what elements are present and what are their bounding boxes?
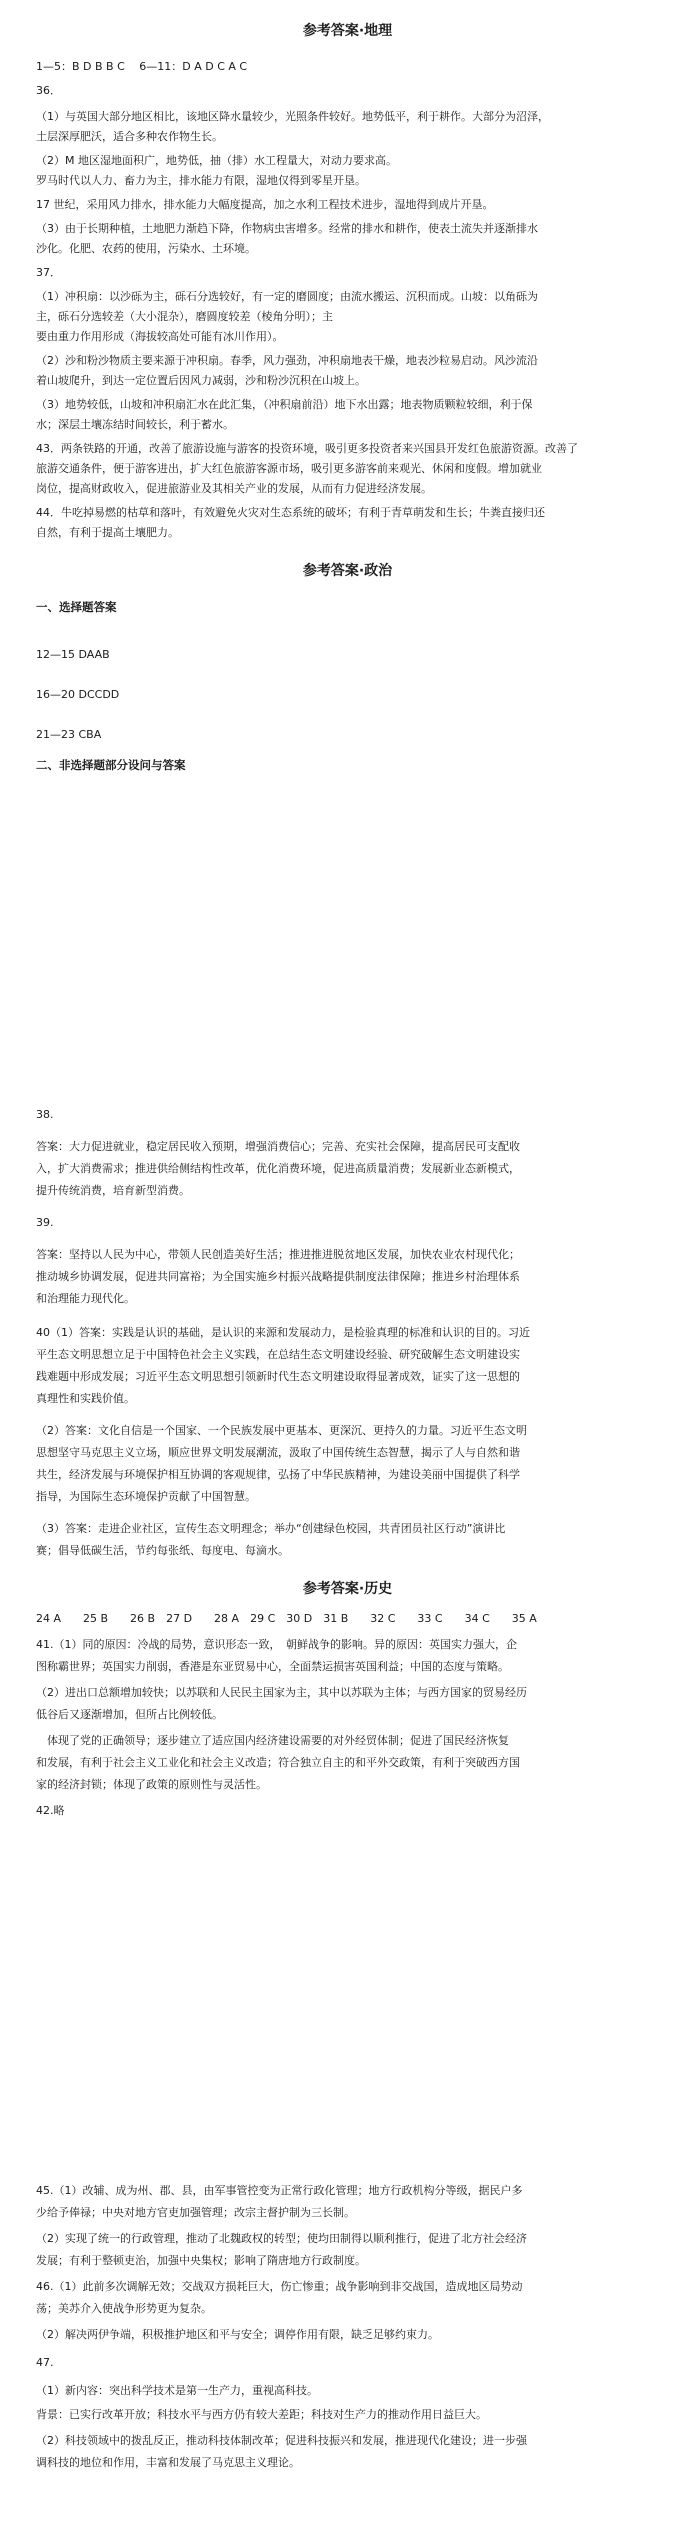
q43-line3: 岗位，提高财政收入，促进旅游业及其相关产业的发展，从而有力促进经济发展。	[36, 482, 432, 495]
q47-1-line2: 背景：已实行改革开放；科技水平与西方仍有较大差距；科技对生产力的推动作用日益巨大。	[36, 2408, 487, 2421]
q44-line1: 44．牛吃掉易燃的枯草和落叶，有效避免火灾对生态系统的破坏；有利于青草萌发和生长；牛粪直接归还	[36, 506, 545, 519]
q45-1-line2: 少给予俸禄；中央对地方官吏加强管理；改宗主督护制为三长制。	[36, 2206, 355, 2219]
q37-label: 37．	[36, 266, 61, 279]
q40-2-line3: 共生，经济发展与环境保护相互协调的客观规律，弘扬了中华民族精神，为建设美丽中国提供了科学	[36, 1468, 520, 1481]
q37-2-line2: 着山坡爬升，到达一定位置后因风力减弱，沙和粉沙沉积在山坡上。	[36, 374, 366, 387]
q38-line2: 入，扩大消费需求；推进供给侧结构性改革，优化消费环境，促进高质量消费；发展新业态新模式，	[36, 1162, 520, 1175]
q42-line: 42.略	[36, 1804, 65, 1817]
q46-2-line: （2）解决两伊争端，积极推护地区和平与安全；调停作用有限，缺乏足够约束力。	[36, 2328, 439, 2341]
q37-1-line3: 要由重力作用形成（海拔较高处可能有冰川作用）。	[36, 330, 284, 343]
geography-mc-answers: 1—5：B D B B C 6—11：D A D C A C	[36, 60, 248, 73]
q39-line3: 和治理能力现代化。	[36, 1292, 135, 1305]
q43-line2: 旅游交通条件，便于游客进出，扩大红色旅游客源市场，吸引更多游客前来观光、休闲和度假。增加就业	[36, 462, 542, 475]
q40-2-line2: 思想坚守马克思主义立场，顺应世界文明发展潮流，汲取了中国传统生态智慧，揭示了人与自然和谐	[36, 1446, 520, 1459]
politics-title: 参考答案·政治	[302, 563, 393, 579]
q37-1-line2: 主，砾石分选较差（大小混杂），磨圆度较差（棱角分明）；主	[36, 310, 333, 323]
q36-3-line2: 沙化。化肥、农药的使用，污染水、土环境。	[36, 242, 256, 255]
q39-label: 39.	[36, 1216, 54, 1229]
q46-1-line1: 46.（1）此前多次调解无效；交战双方损耗巨大，伤亡惨重；战争影响到非交战国，造成地区局势动	[36, 2280, 523, 2293]
q41-2-line1: （2）进出口总额增加较快；以苏联和人民民主国家为主，其中以苏联为主体；与西方国家的贸易经历	[36, 1686, 527, 1699]
q40-3-line1: （3）答案：走进企业社区，宣传生态文明理念；举办“创建绿色校园，共青团员社区行动”演讲比	[36, 1522, 506, 1535]
geography-title: 参考答案·地理	[302, 23, 393, 39]
q38-label: 38.	[36, 1108, 54, 1121]
q45-1-line1: 45.（1）改辅、成为州、郡、县，由军事管控变为正常行政化管理；地方行政机构分等级，据民户多	[36, 2184, 523, 2197]
q40-2-line1: （2）答案：文化自信是一个国家、一个民族发展中更基本、更深沉、更持久的力量。习近平生态文明	[36, 1424, 527, 1437]
q38-line3: 提升传统消费，培育新型消费。	[36, 1184, 190, 1197]
q37-3-line2: 水；深层土壤冻结时间较长，利于蓄水。	[36, 418, 234, 431]
q37-2-line1: （2）沙和粉沙物质主要来源于冲积扇。春季，风力强劲，冲积扇地表干燥，地表沙粒易启动。风沙流沿	[36, 354, 538, 367]
q47-2-line1: （2）科技领域中的拨乱反正，推动科技体制改革；促进科技振兴和发展，推进现代化建设；进一步强	[36, 2434, 527, 2447]
q41-2-line2: 低谷后又逐渐增加，但所占比例较低。	[36, 1708, 223, 1721]
q46-1-line2: 荡；美苏介入使战争形势更为复杂。	[36, 2302, 212, 2315]
q38-line1: 答案：大力促进就业，稳定居民收入预期，增强消费信心；完善、充实社会保障，提高居民可支配收	[36, 1140, 520, 1153]
q41-3-line2: 和发展，有利于社会主义工业化和社会主义改造；符合独立自主的和平外交政策，有利于突破西方国	[36, 1756, 520, 1769]
q44-line2: 自然，有利于提高土壤肥力。	[36, 526, 179, 539]
q40-1-line3: 践难题中形成发展；习近平生态文明思想引领新时代生态文明建设取得显著成效，证实了这一思想的	[36, 1370, 520, 1383]
q40-3-line2: 赛；倡导低碳生活，节约每张纸、每度电、每滴水。	[36, 1544, 289, 1557]
q45-2-line1: （2）实现了统一的行政管理，推动了北魏政权的转型；使均田制得以顺利推行，促进了北方社会经济	[36, 2232, 527, 2245]
q37-1-line1: （1）冲积扇：以沙砾为主，砾石分选较好，有一定的磨圆度；由流水搬运、沉积而成。山坡：以角砾为	[36, 290, 538, 303]
q41-1-line2: 图称霸世界；英国实力削弱，香港是东亚贸易中心，全面禁运损害英国利益；中国的态度与策略。	[36, 1660, 509, 1673]
q36-1-line2: 土层深厚肥沃，适合多种农作物生长。	[36, 130, 223, 143]
q37-3-line1: （3）地势较低，山坡和冲积扇汇水在此汇集，（冲积扇前沿）地下水出露；地表物质颗粒较细，利于保	[36, 398, 533, 411]
q40-2-line4: 指导，为国际生态环境保护贡献了中国智慧。	[36, 1490, 256, 1503]
q36-2-line2: 罗马时代以人力、畜力为主，排水能力有限，湿地仅得到零星开垦。	[36, 174, 366, 187]
politics-mc-line1: 12—15 DAAB	[36, 648, 110, 661]
q43-line1: 43．两条铁路的开通，改善了旅游设施与游客的投资环境，吸引更多投资者来兴国县开发红色旅游资源。改善了	[36, 442, 578, 455]
politics-mc-line2: 16—20 DCCDD	[36, 688, 120, 701]
history-mc-answers: 24 A 25 B 26 B 27 D 28 A 29 C 30 D 31 B 32 C 33 C 34 C 35 A	[36, 1612, 537, 1625]
q36-2-line3: 17 世纪，采用风力排水，排水能力大幅度提高，加之水利工程技术进步，湿地得到成片开垦。	[36, 198, 494, 211]
q40-1-line2: 平生态文明思想立足于中国特色社会主义实践，在总结生态文明建设经验、研究破解生态文明建设实	[36, 1348, 520, 1361]
q39-line2: 推动城乡协调发展，促进共同富裕；为全国实施乡村振兴战略提供制度法律保障；推进乡村治理体系	[36, 1270, 520, 1283]
q47-2-line2: 调科技的地位和作用，丰富和发展了马克思主义理论。	[36, 2456, 300, 2469]
history-title: 参考答案·历史	[302, 1581, 393, 1597]
politics-section-1-heading: 一、选择题答案	[36, 600, 117, 614]
q41-3-line1: 体现了党的正确领导；逐步建立了适应国内经济建设需要的对外经贸体制；促进了国民经济恢复	[36, 1734, 509, 1747]
q36-1-line1: （1）与英国大部分地区相比，该地区降水量较少，光照条件较好。地势低平，利于耕作。大部分为沼泽，	[36, 110, 549, 123]
q36-2-line1: （2）M 地区湿地面积广，地势低，抽（排）水工程量大，对动力要求高。	[36, 154, 397, 167]
q41-3-line3: 家的经济封锁；体现了政策的原则性与灵活性。	[36, 1778, 267, 1791]
q47-1-line1: （1）新内容：突出科学技术是第一生产力，重视高科技。	[36, 2384, 318, 2397]
q39-line1: 答案：坚持以人民为中心，带领人民创造美好生活；推进推进脱贫地区发展，加快农业农村现代化；	[36, 1248, 520, 1261]
q47-label: 47.	[36, 2356, 54, 2369]
q40-1-line1: 40（1）答案：实践是认识的基础，是认识的来源和发展动力，是检验真理的标准和认识的目的。习近	[36, 1326, 530, 1339]
politics-section-2-heading: 二、非选择题部分设问与答案	[36, 758, 186, 772]
q36-label: 36．	[36, 84, 61, 97]
q41-1-line1: 41.（1）同的原因：冷战的局势，意识形态一致， 朝鲜战争的影响。异的原因：英国实力强大，企	[36, 1638, 517, 1651]
q36-3-line1: （3）由于长期种植，土地肥力渐趋下降，作物病虫害增多。经常的排水和耕作，使表土流失并逐渐排水	[36, 222, 538, 235]
q45-2-line2: 发展；有利于整顿吏治，加强中央集权；影响了隋唐地方行政制度。	[36, 2254, 366, 2267]
politics-mc-line3: 21—23 CBA	[36, 728, 102, 741]
q40-1-line4: 真理性和实践价值。	[36, 1392, 135, 1405]
